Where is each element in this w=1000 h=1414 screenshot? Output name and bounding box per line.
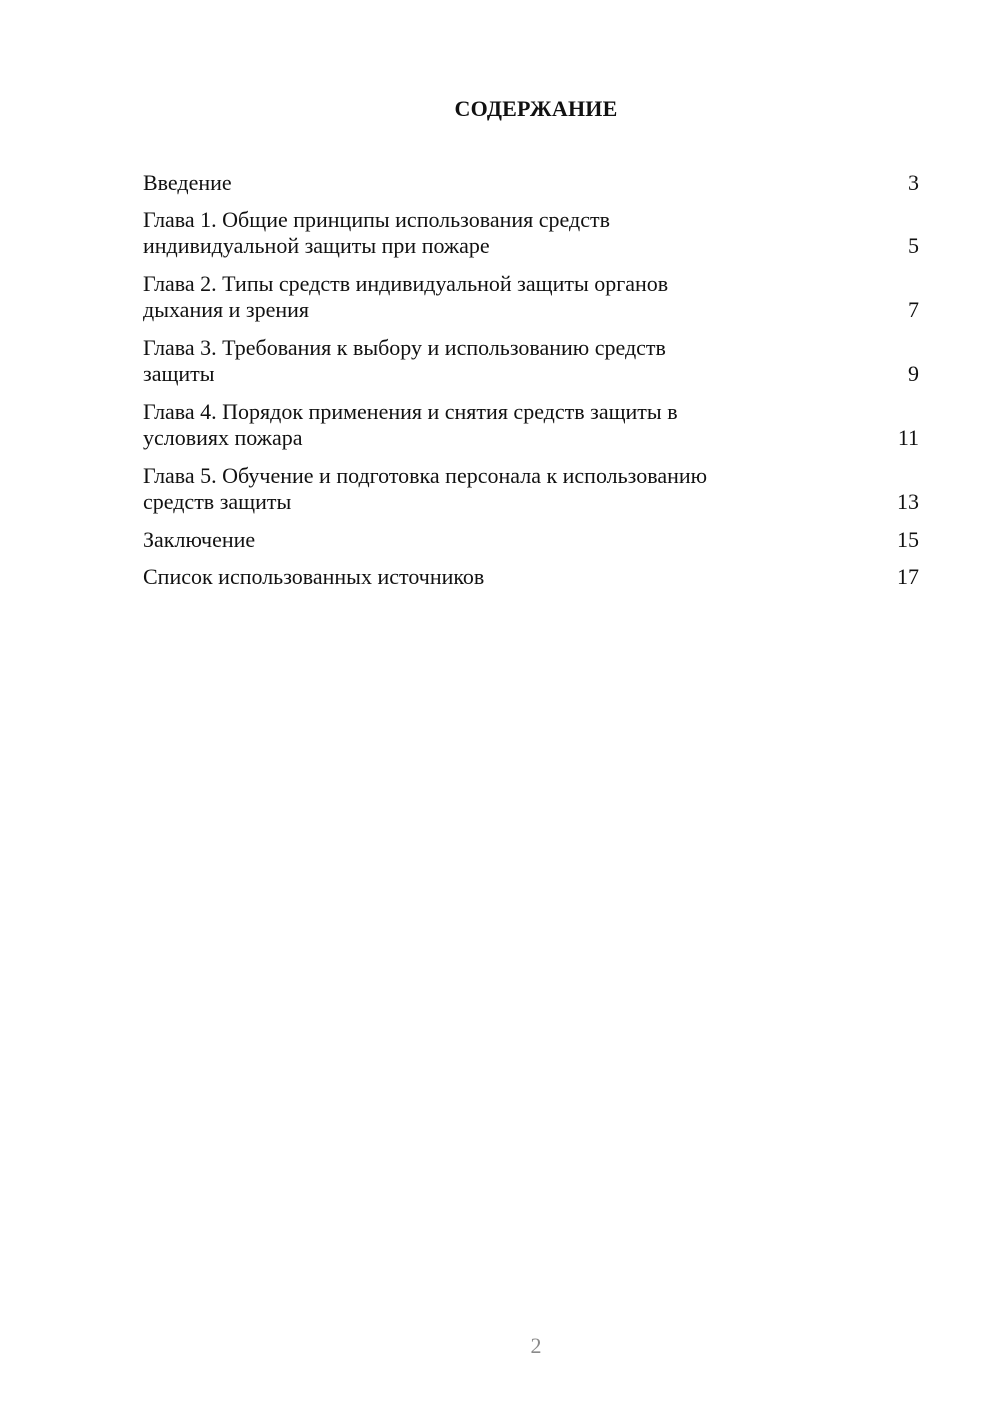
page-number: 2 <box>530 1333 542 1358</box>
toc-item-page: 9 <box>908 361 919 386</box>
toc-item-chapter-5 <box>143 463 919 515</box>
table-of-contents <box>143 170 919 601</box>
toc-item-label: Глава 1. Общие принципы использования средств индивидуальной защиты при пожаре <box>143 207 610 258</box>
toc-item-page: 3 <box>908 170 919 195</box>
toc-item-label: Глава 3. Требования к выбору и использованию средств защиты <box>143 335 666 386</box>
toc-item-chapter-1 <box>143 207 919 259</box>
toc-item-page: 5 <box>908 233 919 258</box>
toc-item-page: 7 <box>908 297 919 322</box>
toc-item-label: Глава 4. Порядок применения и снятия средств защиты в условиях пожара <box>143 399 678 450</box>
toc-item-page: 17 <box>897 564 919 589</box>
toc-item-references <box>143 564 919 590</box>
page-title: СОДЕРЖАНИЕ <box>454 96 618 121</box>
toc-item-page: 11 <box>897 425 919 450</box>
toc-item-label: Список использованных источников <box>143 564 485 589</box>
toc-item-label: Введение <box>143 170 232 195</box>
toc-item-chapter-4 <box>143 399 919 451</box>
toc-item-label: Заключение <box>143 527 256 552</box>
toc-item-chapter-2 <box>143 271 919 323</box>
toc-item-conclusion <box>143 527 919 553</box>
toc-item-introduction <box>143 170 919 196</box>
toc-item-label: Глава 5. Обучение и подготовка персонала к использованию средств защиты <box>143 463 708 514</box>
toc-item-label: Глава 2. Типы средств индивидуальной защиты органов дыхания и зрения <box>143 271 669 322</box>
toc-item-page: 15 <box>897 527 919 552</box>
toc-item-chapter-3 <box>143 335 919 387</box>
toc-item-page: 13 <box>897 489 919 514</box>
